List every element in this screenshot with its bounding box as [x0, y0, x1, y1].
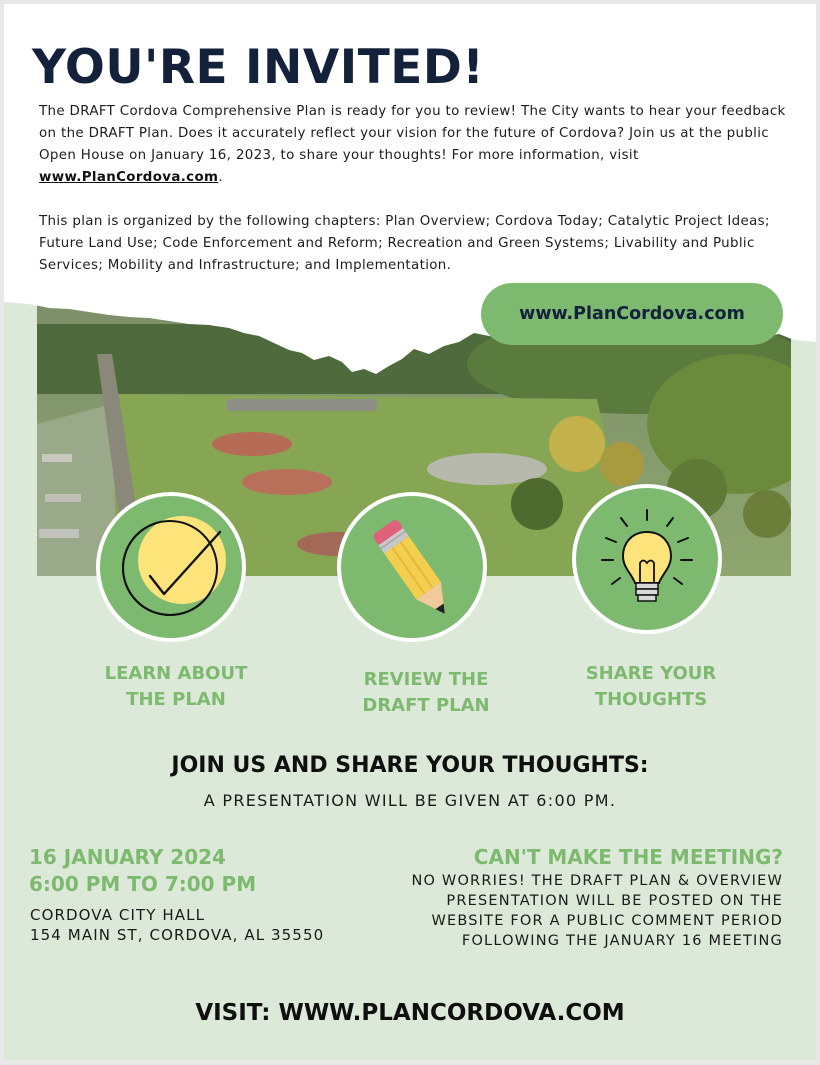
cant-make-body: NO WORRIES! THE DRAFT PLAN & OVERVIEW PRESENTATION WILL BE POSTED ON THE WEBSITE FOR A PUBLIC COMMENT PERIOD FOLLOWING THE JANUARY 16 MEETING — [411, 873, 783, 949]
step-review-label: REVIEW THE DRAFT PLAN — [362, 669, 490, 716]
step-learn-label: LEARN ABOUT THE PLAN — [104, 663, 248, 710]
page-title: YOU'RE INVITED! — [32, 40, 485, 95]
pencil-icon — [341, 496, 483, 638]
join-heading: JOIN US AND SHARE YOUR THOUGHTS: — [171, 753, 649, 778]
lightbulb-icon — [576, 488, 718, 630]
presentation-note: A PRESENTATION WILL BE GIVEN AT 6:00 PM. — [203, 791, 617, 810]
event-datetime — [29, 844, 256, 898]
learn-circle — [96, 492, 246, 642]
website-pill[interactable]: www.PlanCordova.com — [481, 283, 783, 345]
step-share-label: SHARE YOUR THOUGHTS — [585, 663, 717, 710]
chapters-paragraph: This plan is organized by the following chapters: Plan Overview; Cordova Today; Catalytic Project Ideas; Future Land Use; Code Enforcement and Reform; Recreation and Green Systems; Livability and Public Services; Mobility and Infrastructure; and Implementation. — [39, 214, 770, 273]
event-time: 6:00 PM TO 7:00 PM — [29, 872, 257, 896]
review-circle — [337, 492, 487, 642]
event-date: 16 JANUARY 2024 — [29, 845, 226, 869]
intro-text: The DRAFT Cordova Comprehensive Plan is ready for you to review! The City wants to hear your feedback on the DRAFT Plan. Does it accurately reflect your vision for the future of Cordova? Join us at the public Open House on January 16, 2023, to share your thoughts! For more information, visit — [39, 104, 786, 163]
flyer-page — [4, 4, 816, 1060]
cant-make-heading: CAN'T MAKE THE MEETING? — [473, 845, 783, 869]
venue-name: CORDOVA CITY HALL — [30, 906, 206, 924]
visit-website[interactable]: VISIT: WWW.PLANCORDOVA.COM — [195, 1000, 625, 1026]
intro-paragraph — [39, 101, 789, 189]
intro-text-end: . — [218, 170, 223, 185]
venue-address: 154 MAIN ST, CORDOVA, AL 35550 — [30, 926, 325, 944]
share-circle — [572, 484, 722, 634]
checkmark-icon — [100, 496, 242, 638]
event-venue — [30, 905, 324, 945]
plancordova-link[interactable]: www.PlanCordova.com — [39, 170, 219, 185]
